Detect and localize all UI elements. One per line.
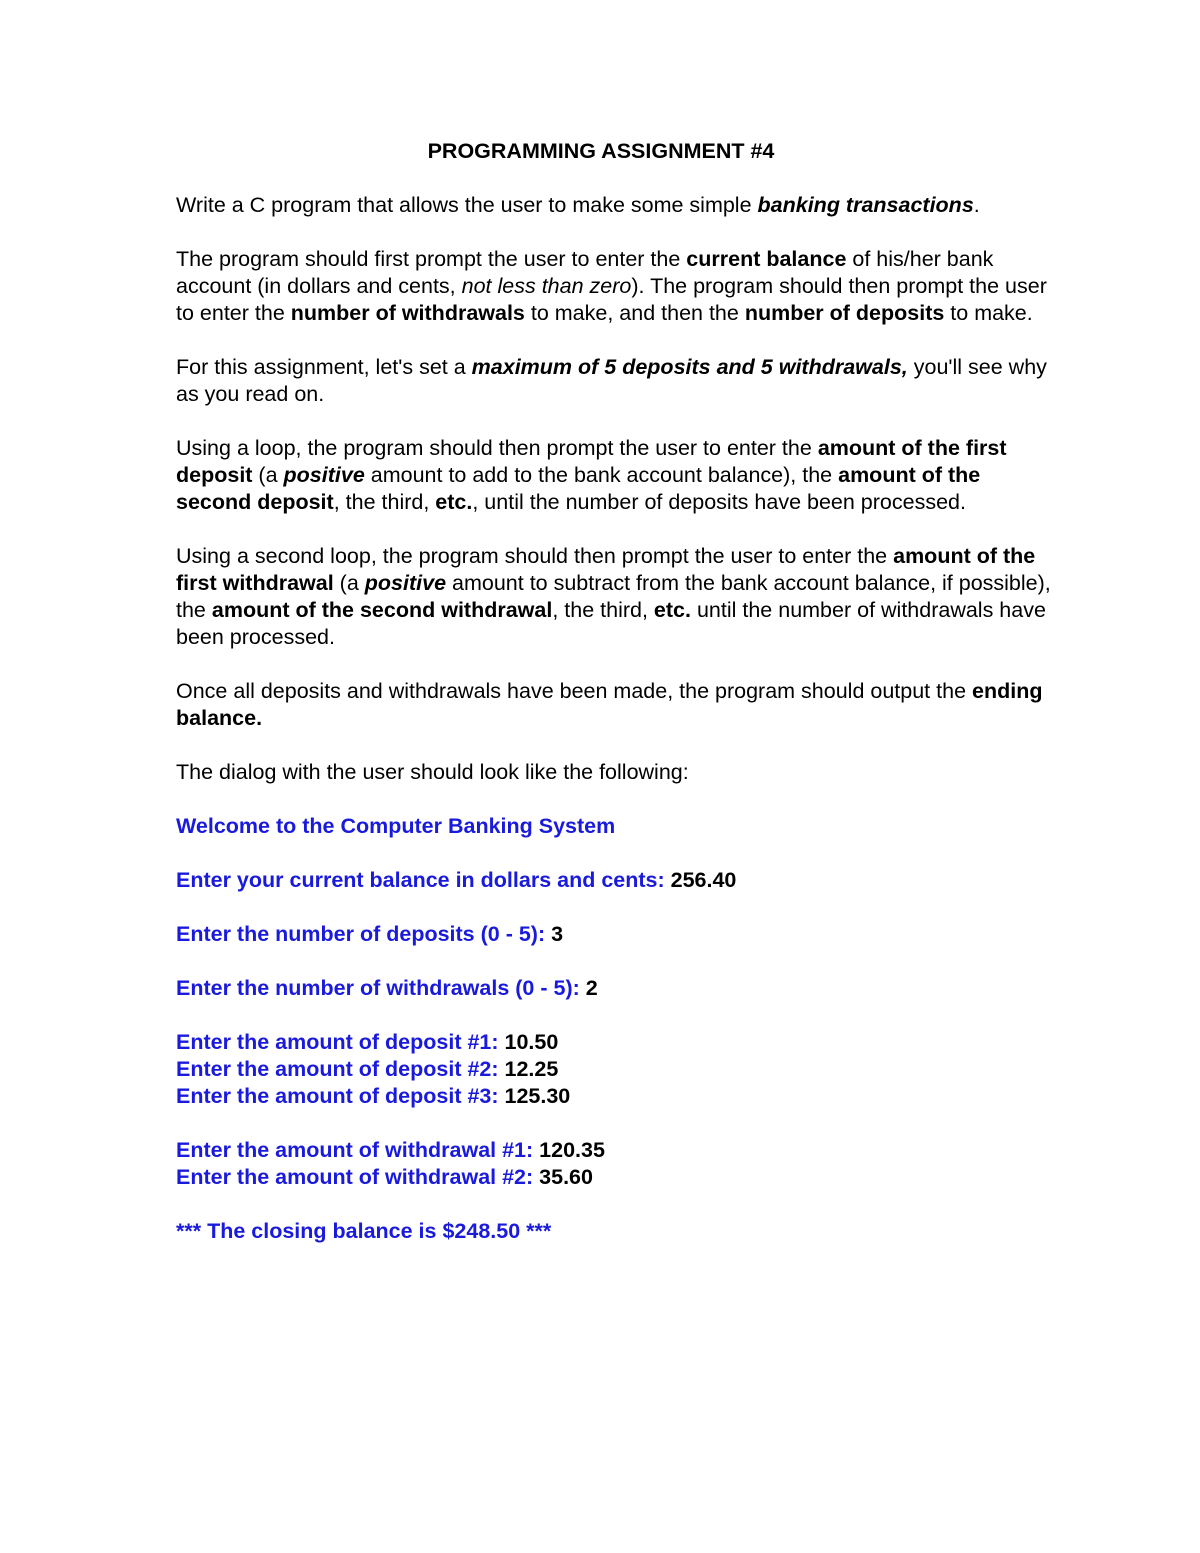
dialog-withdrawal-line: Enter the amount of withdrawal #2: 35.60 (176, 1165, 593, 1189)
maximum-paragraph: For this assignment, let's set a maximum of 5 deposits and 5 withdrawals, you'll see why as you read on. (176, 355, 1047, 406)
dialog-welcome: Welcome to the Computer Banking System (176, 814, 616, 838)
balance-prompt-paragraph: The program should first prompt the user to enter the current balance of his/her bank account (in dollars and cents, not less than zero). The program should then prompt the user to enter the number of withdrawals to make, and then the number of deposits to make. (176, 247, 1047, 325)
dialog-deposit-line: Enter the amount of deposit #3: 125.30 (176, 1084, 571, 1108)
dialog-deposit-amounts (176, 1029, 1056, 1110)
dialog-withdrawal-line: Enter the amount of withdrawal #1: 120.35 (176, 1138, 605, 1162)
deposit-loop-paragraph: Using a loop, the program should then prompt the user to enter the amount of the first deposit (a positive amount to add to the bank account balance), the amount of the second deposit, the third, etc., until the number of deposits have been processed. (176, 436, 1007, 514)
dialog-closing-balance: *** The closing balance is $248.50 *** (176, 1219, 552, 1243)
dialog-withdrawals-count-line: Enter the number of withdrawals (0 - 5): 2 (176, 976, 598, 1000)
document-title: PROGRAMMING ASSIGNMENT #4 (427, 139, 775, 163)
ending-balance-paragraph: Once all deposits and withdrawals have been made, the program should output the ending balance. (176, 679, 1043, 730)
document-page (176, 138, 1056, 1272)
sample-dialog (176, 813, 1056, 1245)
dialog-deposit-line: Enter the amount of deposit #1: 10.50 (176, 1030, 559, 1054)
dialog-balance-line: Enter your current balance in dollars and cents: 256.40 (176, 868, 737, 892)
withdrawal-loop-paragraph: Using a second loop, the program should then prompt the user to enter the amount of the first withdrawal (a positive amount to subtract from the bank account balance, if possible), the amount of the second withdrawal, the third, etc. until the number of withdrawals have been processed. (176, 544, 1051, 649)
dialog-withdrawal-amounts (176, 1137, 1056, 1191)
dialog-deposits-count-line: Enter the number of deposits (0 - 5): 3 (176, 922, 564, 946)
dialog-deposit-line: Enter the amount of deposit #2: 12.25 (176, 1057, 559, 1081)
dialog-intro-paragraph: The dialog with the user should look like the following: (176, 760, 689, 784)
intro-paragraph: Write a C program that allows the user to make some simple banking transactions. (176, 193, 980, 217)
